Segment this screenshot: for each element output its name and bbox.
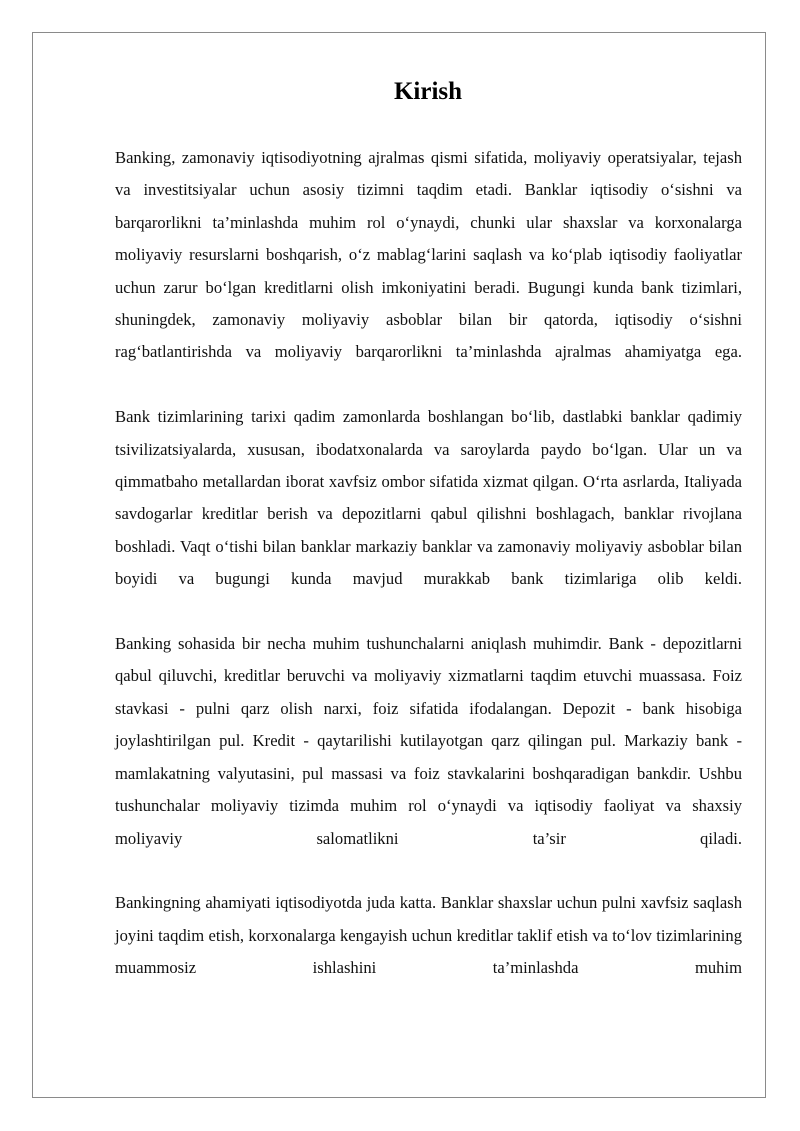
paragraph-intro: Banking, zamonaviy iqtisodiyotning ajralmas qismi sifatida, moliyaviy operatsiyalar, tejash va investitsiyalar uchun asosiy tizimni taqdim etadi. Banklar iqtisodiy o‘sishni va barqarorlikni ta’minlashda muhim rol o‘ynaydi, chunki ular shaxslar va korxonalarga moliyaviy resurslarni boshqarish, o‘z mablag‘larini saqlash va ko‘plab iqtisodiy faoliyatlar uchun zarur bo‘lgan kreditlarni olish imkoniyatini beradi. Bugungi kunda bank tizimlari, shuningdek, zamonaviy moliyaviy asboblar bilan bir qatorda, iqtisodiy o‘sishni rag‘batlantirishda va moliyaviy barqarorlikni ta’minlashda ajralmas ahamiyatga ega. <box>115 148 742 362</box>
paragraph-concepts: Banking sohasida bir necha muhim tushunchalarni aniqlash muhimdir. Bank - depozitlarni qabul qiluvchi, kreditlar beruvchi va moliyaviy xizmatlarni taqdim etuvchi muassasa. Foiz stavkasi - pulni qarz olish narxi, foiz sifatida ifodalangan. Depozit - bank hisobiga joylashtirilgan pul. Kredit - qaytarilishi kutilayotgan qarz qilingan pul. Markaziy bank - mamlakatning valyutasini, pul massasi va foiz stavkalarini boshqaradigan bankdir. Ushbu tushunchalar moliyaviy tizimda muhim rol o‘ynaydi va iqtisodiy faoliyat va shaxsiy moliyaviy salomatlikni ta’sir qiladi. <box>115 634 742 848</box>
page-title: Kirish <box>393 78 463 105</box>
paragraph-importance: Bankingning ahamiyati iqtisodiyotda juda katta. Banklar shaxslar uchun pulni xavfsiz saqlash joyini taqdim etish, korxonalarga kengayish uchun kreditlar taklif etish va to‘lov tizimlarining muammosiz ishlashini ta’minlashda muhim <box>115 893 742 978</box>
document-body <box>115 142 742 1017</box>
paragraph-history: Bank tizimlarining tarixi qadim zamonlarda boshlangan bo‘lib, dastlabki banklar qadimiy tsivilizatsiyalarda, xususan, ibodatxonalarda va saroylarda paydo bo‘lgan. Ular un va qimmatbaho metallardan iborat xavfsiz ombor sifatida xizmat qilgan. O‘rta asrlarda, Italiyada savdogarlar kreditlar berish va depozitlarni qabul qilishni boshlagach, banklar rivojlana boshladi. Vaqt o‘tishi bilan banklar markaziy banklar va zamonaviy moliyaviy asboblar bilan boyidi va bugungi kunda mavjud murakkab bank tizimlariga olib keldi. <box>115 407 742 589</box>
